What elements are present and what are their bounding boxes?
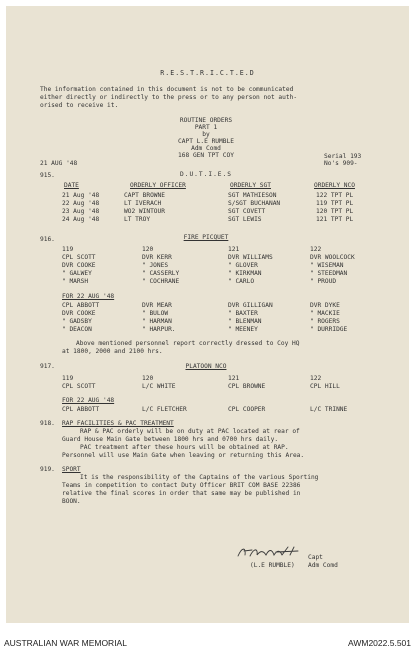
duties-date: 23 Aug '48: [62, 208, 100, 215]
footer-institution: AUSTRALIAN WAR MEMORIAL: [4, 638, 127, 648]
fire-picquet-note-2: at 1800, 2000 and 2100 hrs.: [62, 348, 163, 355]
sport-heading: SPORT: [62, 466, 81, 473]
picquet-member: " STEEDMAN: [310, 270, 348, 277]
title-line-2: PART 1: [194, 124, 218, 131]
picquet-member: " GLOVER: [228, 262, 258, 269]
platoon-label: 120: [142, 375, 154, 382]
sport-line-1: It is the responsibility of the Captains of the various Sporting: [80, 474, 319, 481]
picquet-member: " HARPUR.: [142, 326, 176, 333]
picquet-member: DVR WOOLCOCK: [310, 254, 355, 261]
duties-sgt: SGT MATHIESON: [228, 192, 277, 199]
fire-picquet-note-1: Above mentioned personnel report correctly dressed to Coy HQ: [76, 340, 300, 347]
order-date: 21 AUG '48: [40, 160, 78, 167]
duties-date: 21 Aug '48: [62, 192, 100, 199]
picquet-member: " HARMAN: [142, 318, 172, 325]
picquet-member: DVR COOKE: [62, 262, 96, 269]
duties-officer: CAPT BROWNE: [124, 192, 165, 199]
section-number-916: 916.: [40, 236, 55, 243]
picquet-member: " BLENMAN: [228, 318, 262, 325]
picquet-member: " MEENEY: [228, 326, 258, 333]
section-number-918: 918.: [40, 420, 55, 427]
order-numbers: No's 909-: [324, 160, 358, 167]
platoon-label: 121: [228, 246, 240, 253]
picquet-member: " WISEMAN: [310, 262, 344, 269]
duties-nco: 122 TPT PL: [316, 192, 354, 199]
duties-col-sgt: ORDERLY SGT: [230, 182, 271, 189]
title-line-6: 168 GEN TPT COY: [178, 152, 234, 159]
duties-nco: 120 TPT PL: [316, 208, 354, 215]
fire-picquet-for-date: FOR 22 AUG '48: [62, 293, 115, 300]
picquet-member: " ROGERS: [310, 318, 340, 325]
title-line-1: ROUTINE ORDERS: [179, 117, 233, 124]
duties-col-nco: ORDERLY NCO: [314, 182, 355, 189]
platoon-label: 120: [142, 246, 154, 253]
duties-nco: 119 TPT PL: [316, 200, 354, 207]
platoon-nco-name: CPL ABBOTT: [62, 406, 100, 413]
signature-role: Adm Comd: [308, 562, 338, 569]
signature-name: (L.E RUMBLE): [250, 562, 295, 569]
duties-officer: LT IVERACH: [124, 200, 162, 207]
picquet-member: DVR DYKE: [310, 302, 340, 309]
picquet-member: " COCHRANE: [142, 278, 180, 285]
duties-col-officer: ORDERLY OFFICER: [130, 182, 186, 189]
picquet-member: CPL ABBOTT: [62, 302, 100, 309]
signature-rank: Capt: [308, 554, 323, 561]
serial-number: Serial 193: [324, 153, 362, 160]
picquet-member: DVR WILLIAMS: [228, 254, 273, 261]
platoon-nco-name: L/C FLETCHER: [142, 406, 187, 413]
picquet-member: DVR MEAR: [142, 302, 172, 309]
classification-heading: R.E.S.T.R.I.C.T.E.D: [160, 69, 255, 77]
section-number-919: 919.: [40, 466, 55, 473]
archive-footer: [0, 625, 415, 653]
picquet-member: DVR GILLIGAN: [228, 302, 273, 309]
title-line-4: CAPT L.E RUMBLE: [178, 138, 234, 145]
duties-officer: LT TROY: [124, 216, 151, 223]
picquet-member: " MARSH: [62, 278, 89, 285]
platoon-nco-name: CPL HILL: [310, 383, 340, 390]
duties-col-date: DATE: [64, 182, 79, 189]
picquet-member: " GALWEY: [62, 270, 92, 277]
rap-line-1: RAP & PAC orderly will be on duty at PAC located at rear of: [80, 428, 300, 435]
platoon-label: 119: [62, 375, 74, 382]
platoon-nco-heading: PLATOON NCO: [185, 363, 227, 370]
picquet-member: " DEACON: [62, 326, 92, 333]
platoon-nco-name: CPL BROWNE: [228, 383, 266, 390]
picquet-member: CPL SCOTT: [62, 254, 96, 261]
duties-date: 22 Aug '48: [62, 200, 100, 207]
picquet-member: " GADSBY: [62, 318, 92, 325]
duties-date: 24 Aug '48: [62, 216, 100, 223]
duties-sgt: SGT LEWIS: [228, 216, 262, 223]
picquet-member: DVR KERR: [142, 254, 172, 261]
notice-line-1: The information contained in this document is not to be communicated: [40, 86, 294, 93]
platoon-nco-name: CPL COOPER: [228, 406, 266, 413]
rap-line-3: PAC treatment after these hours will be obtained at RAP.: [80, 444, 289, 451]
sport-line-3: relative the final scores in order that same may be published in: [62, 490, 301, 497]
picquet-member: " JONES: [142, 262, 169, 269]
rap-heading: RAP FACILITIES & PAC TREATMENT: [62, 420, 174, 427]
platoon-label: 122: [310, 375, 322, 382]
duties-nco: 121 TPT PL: [316, 216, 354, 223]
picquet-member: " PROUD: [310, 278, 337, 285]
picquet-member: DVR COOKE: [62, 310, 96, 317]
picquet-member: " CASSERLY: [142, 270, 180, 277]
document-page: [6, 6, 409, 623]
section-number-917: 917.: [40, 363, 55, 370]
platoon-nco-name: L/C WHITE: [142, 383, 176, 390]
picquet-member: " DURRIDGE: [310, 326, 348, 333]
platoon-label: 122: [310, 246, 322, 253]
rap-line-4: Personnel will use Main Gate when leaving or returning this Area.: [62, 452, 305, 459]
sport-line-2: Teams in competition to contact Duty Officer BRIT COM BASE 22386: [62, 482, 301, 489]
platoon-nco-name: L/C TRINNE: [310, 406, 348, 413]
platoon-label: 121: [228, 375, 240, 382]
platoon-label: 119: [62, 246, 74, 253]
duties-sgt: SGT COVETT: [228, 208, 266, 215]
duties-sgt: S/SGT BUCHANAN: [228, 200, 281, 207]
picquet-member: " KIRKMAN: [228, 270, 262, 277]
section-number-915: 915.: [40, 172, 55, 179]
rap-line-2: Guard House Main Gate between 1800 hrs and 0700 hrs daily.: [62, 436, 279, 443]
picquet-member: " MACKIE: [310, 310, 340, 317]
footer-accession-number: AWM2022.5.501: [348, 638, 411, 648]
sport-line-4: BOON.: [62, 498, 81, 505]
fire-picquet-heading: FIRE PICQUET: [183, 234, 229, 241]
picquet-member: " CARLO: [228, 278, 255, 285]
title-line-3: by: [202, 131, 210, 138]
picquet-member: " BULOW: [142, 310, 169, 317]
handwritten-signature: [236, 544, 300, 560]
platoon-nco-name: CPL SCOTT: [62, 383, 96, 390]
duties-heading: D.U.T.I.E.S: [180, 171, 232, 178]
notice-line-3: orised to receive it.: [40, 102, 119, 109]
title-line-5: Adm Comd: [191, 145, 221, 152]
duties-officer: WO2 WINTOUR: [124, 208, 165, 215]
notice-line-2: either directly or indirectly to the press or to any person not auth-: [40, 94, 298, 101]
platoon-nco-for-date: FOR 22 AUG '48: [62, 397, 115, 404]
picquet-member: " BAXTER: [228, 310, 258, 317]
